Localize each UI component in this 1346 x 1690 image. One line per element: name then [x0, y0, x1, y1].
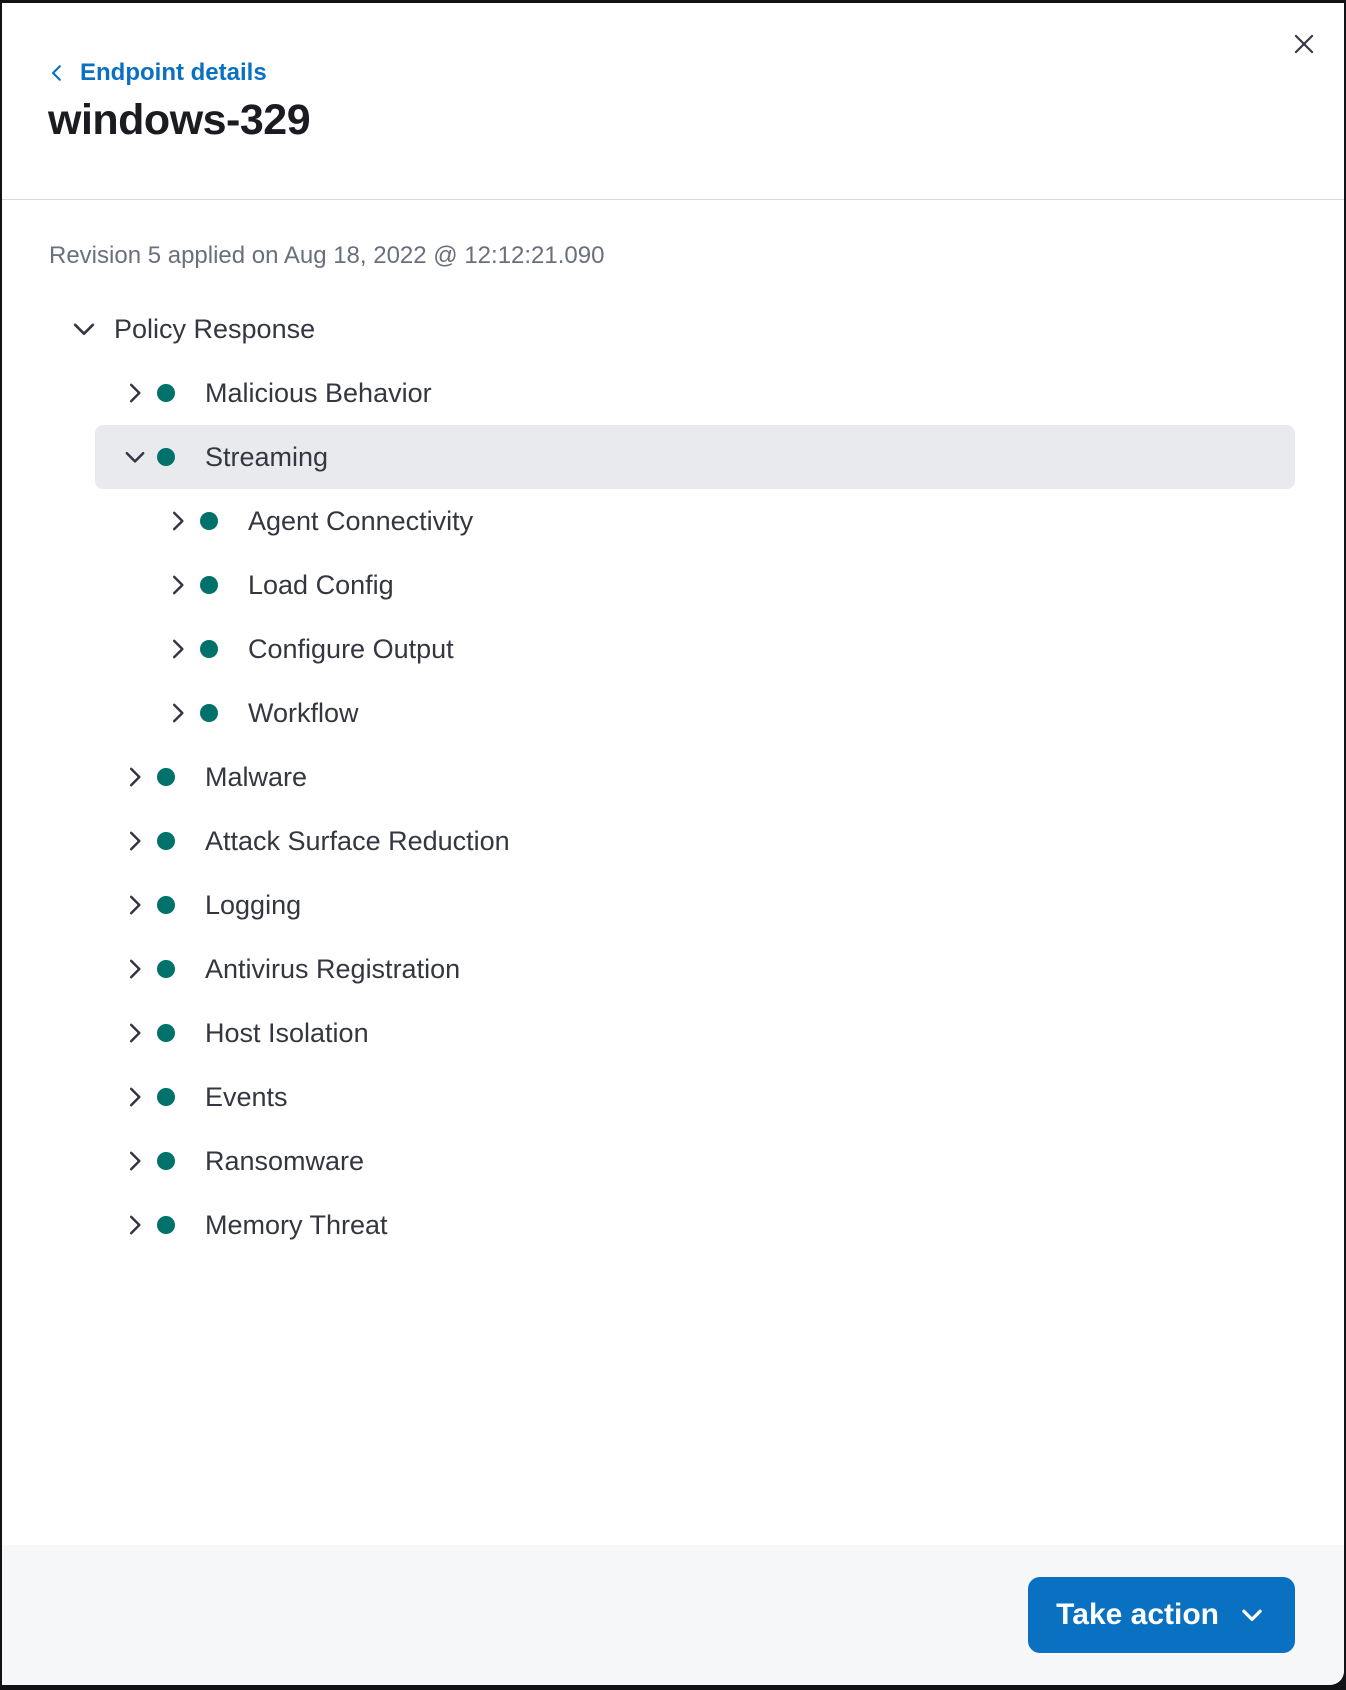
tree-item-streaming[interactable]	[95, 425, 1295, 489]
tree-item-label: Ransomware	[205, 1145, 365, 1176]
success-status-dot	[157, 384, 175, 402]
success-status-dot	[200, 640, 218, 658]
tree-item-configure-output[interactable]	[95, 617, 1295, 681]
close-button[interactable]	[1286, 27, 1322, 63]
success-status-dot	[157, 448, 175, 466]
success-status-dot	[157, 960, 175, 978]
endpoint-details-flyout	[2, 3, 1344, 1685]
tree-children	[2, 361, 1344, 1257]
take-action-button[interactable]	[1028, 1577, 1295, 1653]
chevron-right-icon	[165, 700, 191, 726]
success-status-dot	[157, 832, 175, 850]
tree-item-load-config[interactable]	[95, 553, 1295, 617]
flyout-body	[2, 200, 1344, 1545]
chevron-right-icon	[122, 1084, 148, 1110]
flyout-footer	[2, 1545, 1344, 1685]
chevron-right-icon	[165, 572, 191, 598]
flyout-header	[2, 3, 1344, 200]
chevron-down-icon	[1237, 1600, 1267, 1630]
success-status-dot	[157, 1024, 175, 1042]
tree-item-label: Memory Threat	[205, 1209, 388, 1240]
tree-item-label: Events	[205, 1081, 288, 1112]
tree-item-logging[interactable]	[95, 873, 1295, 937]
success-status-dot	[200, 576, 218, 594]
success-status-dot	[200, 512, 218, 530]
chevron-right-icon	[122, 1020, 148, 1046]
tree-item-malware[interactable]	[95, 745, 1295, 809]
tree-item-label: Antivirus Registration	[205, 953, 461, 984]
tree-item-label: Attack Surface Reduction	[205, 825, 510, 856]
back-link[interactable]	[48, 58, 267, 87]
revision-text: Revision 5 applied on Aug 18, 2022 @ 12:12:21.090	[49, 242, 605, 269]
chevron-down-icon	[122, 444, 148, 470]
chevron-right-icon	[122, 1212, 148, 1238]
back-link-label: Endpoint details	[80, 59, 267, 86]
chevron-down-icon	[70, 315, 98, 343]
chevron-right-icon	[165, 636, 191, 662]
tree-item-label: Malicious Behavior	[205, 377, 432, 408]
tree-node-policy-response[interactable]	[70, 303, 1344, 355]
chevron-right-icon	[165, 508, 191, 534]
chevron-right-icon	[122, 380, 148, 406]
policy-response-tree	[2, 303, 1344, 1257]
tree-item-agent-connectivity[interactable]	[95, 489, 1295, 553]
chevron-right-icon	[122, 764, 148, 790]
success-status-dot	[157, 896, 175, 914]
tree-item-label: Logging	[205, 889, 302, 920]
chevron-right-icon	[122, 828, 148, 854]
chevron-right-icon	[122, 892, 148, 918]
tree-item-label: Host Isolation	[205, 1017, 369, 1048]
success-status-dot	[157, 1088, 175, 1106]
close-icon	[1291, 31, 1317, 60]
tree-item-workflow[interactable]	[95, 681, 1295, 745]
tree-item-label: Configure Output	[248, 633, 454, 664]
success-status-dot	[157, 1152, 175, 1170]
chevron-right-icon	[122, 1148, 148, 1174]
tree-item-attack-surface-reduction[interactable]	[95, 809, 1295, 873]
tree-node-label: Policy Response	[114, 313, 316, 344]
success-status-dot	[157, 768, 175, 786]
tree-item-host-isolation[interactable]	[95, 1001, 1295, 1065]
take-action-label: Take action	[1056, 1598, 1219, 1631]
success-status-dot	[200, 704, 218, 722]
tree-item-label: Agent Connectivity	[248, 505, 474, 536]
tree-item-antivirus-registration[interactable]	[95, 937, 1295, 1001]
success-status-dot	[157, 1216, 175, 1234]
tree-item-ransomware[interactable]	[95, 1129, 1295, 1193]
chevron-left-icon	[48, 62, 66, 84]
tree-item-label: Malware	[205, 761, 308, 792]
chevron-right-icon	[122, 956, 148, 982]
tree-item-label: Load Config	[248, 569, 394, 600]
page-title: windows-329	[48, 95, 311, 144]
tree-item-memory-threat[interactable]	[95, 1193, 1295, 1257]
tree-item-malicious-behavior[interactable]	[95, 361, 1295, 425]
tree-item-label: Workflow	[248, 697, 359, 728]
tree-item-events[interactable]	[95, 1065, 1295, 1129]
tree-item-label: Streaming	[205, 441, 329, 472]
